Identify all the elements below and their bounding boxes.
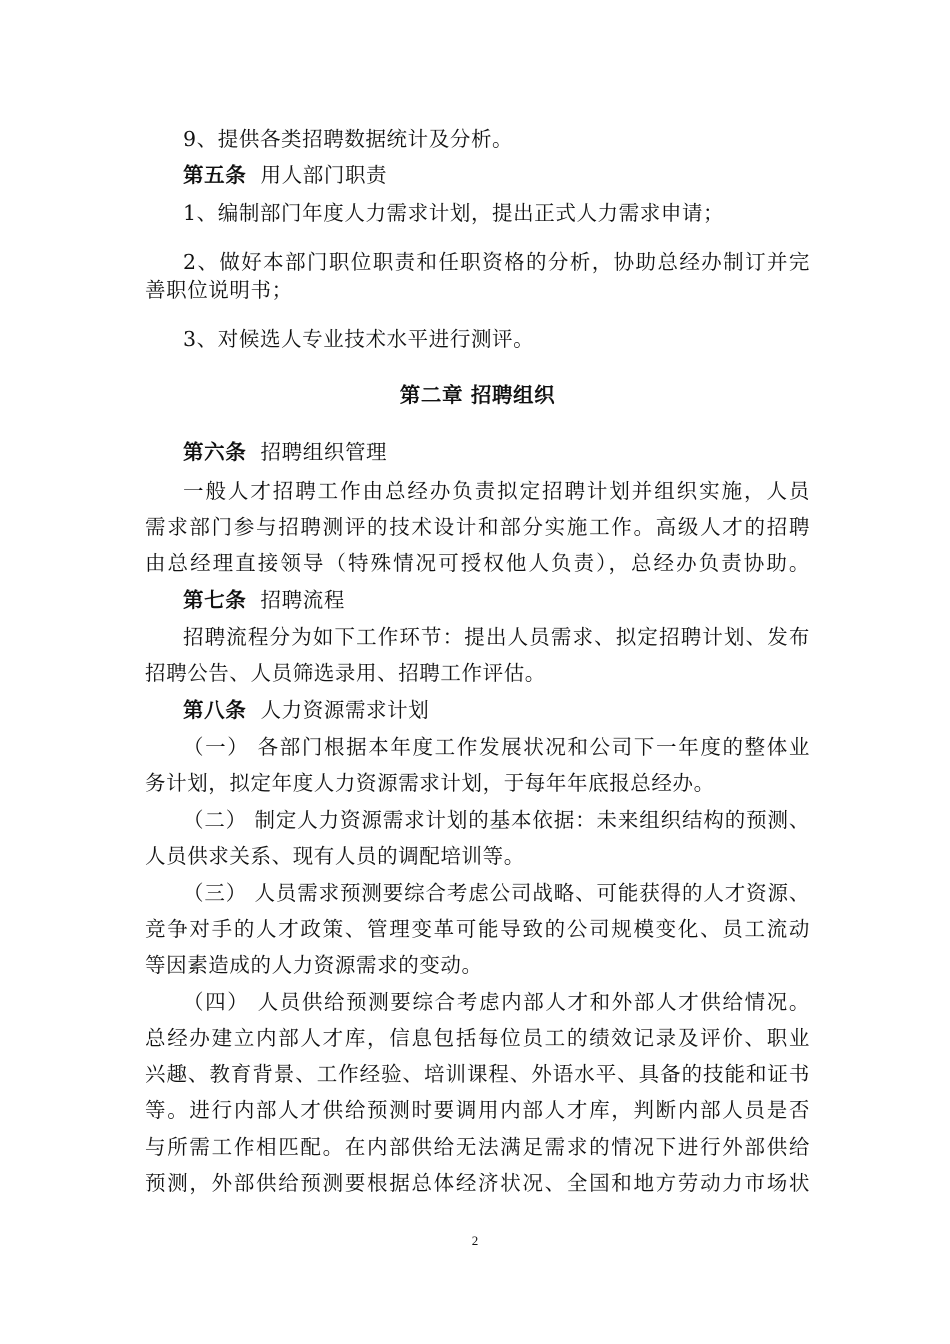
article-title: 人力资源需求计划 bbox=[260, 698, 430, 722]
article-label: 第五条 bbox=[183, 163, 247, 187]
page-number: 2 bbox=[471, 1233, 479, 1248]
text-line: 兴趣、教育背景、工作经验、培训课程、外语水平、具备的技能和证书 bbox=[145, 1062, 810, 1086]
article-label: 第八条 bbox=[183, 698, 247, 722]
text-line: （一） 各部门根据本年度工作发展状况和公司下一年度的整体业 bbox=[183, 735, 810, 759]
text-line: 招聘流程分为如下工作环节：提出人员需求、拟定招聘计划、发布 bbox=[183, 625, 810, 649]
text-line: 招聘公告、人员筛选录用、招聘工作评估。 bbox=[145, 661, 546, 685]
text-line: 等因素造成的人力资源需求的变动。 bbox=[145, 953, 483, 977]
article-title: 招聘流程 bbox=[260, 588, 345, 612]
text-line: 2、做好本部门职位职责和任职资格的分析，协助总经办制订并完 bbox=[183, 250, 810, 274]
article-title: 用人部门职责 bbox=[260, 163, 388, 187]
article-title: 招聘组织管理 bbox=[260, 440, 388, 464]
article-5-heading bbox=[183, 161, 810, 189]
text-line: 总经办建立内部人才库，信息包括每位员工的绩效记录及评价、职业 bbox=[145, 1026, 810, 1050]
text-line: 3、对候选人专业技术水平进行测评。 bbox=[183, 327, 535, 351]
text-line: 预测，外部供给预测要根据总体经济状况、全国和地方劳动力市场状 bbox=[145, 1171, 810, 1195]
article-8-heading bbox=[183, 696, 810, 724]
text-line: 1、编制部门年度人力需求计划，提出正式人力需求申请； bbox=[183, 201, 725, 225]
text-line: （三） 人员需求预测要综合考虑公司战略、可能获得的人才资源、 bbox=[183, 881, 810, 905]
article-7-heading bbox=[183, 586, 810, 614]
text-line: 等。进行内部人才供给预测时要调用内部人才库，判断内部人员是否 bbox=[145, 1098, 810, 1122]
text-line: 一般人才招聘工作由总经办负责拟定招聘计划并组织实施，人员 bbox=[183, 479, 810, 503]
text-line: （二） 制定人力资源需求计划的基本依据：未来组织结构的预测、 bbox=[183, 808, 810, 832]
article-label: 第七条 bbox=[183, 588, 247, 612]
text-line: 9、提供各类招聘数据统计及分析。 bbox=[183, 127, 514, 151]
article-label: 第六条 bbox=[183, 440, 247, 464]
chapter-heading: 第二章 招聘组织 bbox=[399, 383, 556, 407]
text-line: 务计划，拟定年度人力资源需求计划，于每年年底报总经办。 bbox=[145, 771, 715, 795]
text-line: 善职位说明书； bbox=[145, 278, 293, 302]
text-line: 竞争对手的人才政策、管理变革可能导致的公司规模变化、员工流动 bbox=[145, 917, 810, 941]
text-line: （四） 人员供给预测要综合考虑内部人才和外部人才供给情况。 bbox=[183, 990, 810, 1014]
text-line: 与所需工作相匹配。在内部供给无法满足需求的情况下进行外部供给 bbox=[145, 1135, 810, 1159]
article-6-heading bbox=[183, 438, 810, 466]
text-line: 人员供求关系、现有人员的调配培训等。 bbox=[145, 844, 525, 868]
text-line: 需求部门参与招聘测评的技术设计和部分实施工作。高级人才的招聘 bbox=[145, 515, 810, 539]
text-line: 由总经理直接领导（特殊情况可授权他人负责），总经办负责协助。 bbox=[145, 551, 810, 575]
